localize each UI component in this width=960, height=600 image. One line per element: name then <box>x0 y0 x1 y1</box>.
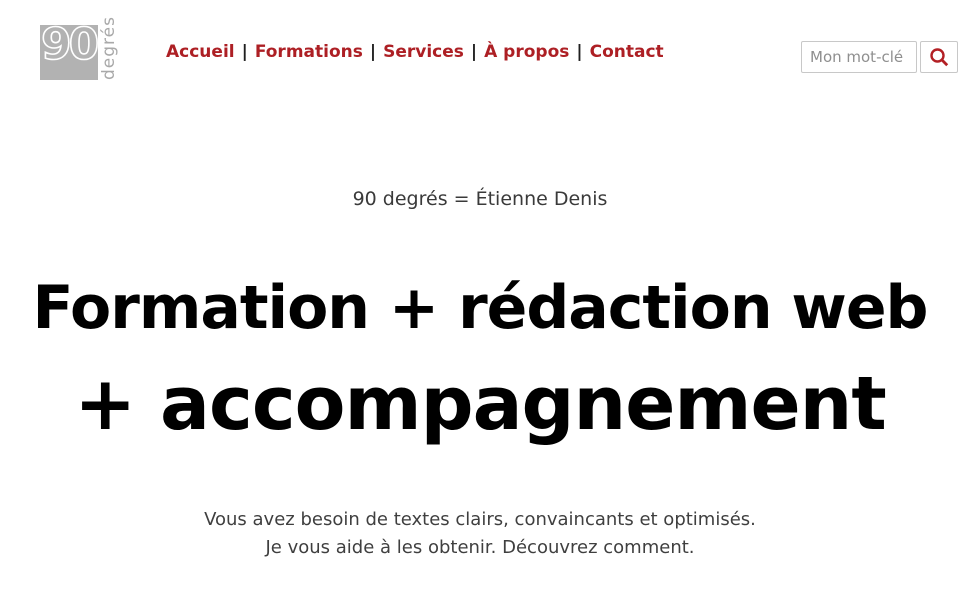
logo-number: 90 <box>41 22 97 70</box>
page-title-line2: + accompagnement <box>74 361 886 447</box>
hero-subtitle-line1: Vous avez besoin de textes clairs, convaincants et optimisés. <box>204 509 756 530</box>
nav-separator: | <box>369 42 377 62</box>
hero-subtitle-line2: Je vous aide à les obtenir. Découvrez comment. <box>265 537 695 558</box>
hero-subtitle <box>0 506 960 562</box>
nav-link-services[interactable]: Services <box>383 42 464 62</box>
nav-separator: | <box>470 42 478 62</box>
logo-square-icon <box>40 22 98 80</box>
search-input[interactable] <box>801 41 917 73</box>
nav-separator: | <box>241 42 248 62</box>
nav-separator: | <box>576 42 583 62</box>
main-nav <box>166 40 664 64</box>
magnifier-icon <box>929 47 949 67</box>
site-logo[interactable] <box>40 16 119 80</box>
search-bar <box>801 41 958 73</box>
nav-link-accueil[interactable]: Accueil <box>166 42 235 62</box>
logo-word: degrés <box>99 16 119 80</box>
search-button[interactable] <box>920 41 958 73</box>
nav-link-contact[interactable]: Contact <box>589 42 664 62</box>
site-header <box>0 0 960 104</box>
site-tagline: 90 degrés = Étienne Denis <box>352 188 608 210</box>
page-title <box>0 262 960 454</box>
page-title-line1: Formation + rédaction web <box>32 273 928 343</box>
hero-section <box>0 186 960 562</box>
nav-link-a-propos[interactable]: À propos <box>484 42 570 62</box>
nav-link-formations[interactable]: Formations <box>254 42 363 62</box>
